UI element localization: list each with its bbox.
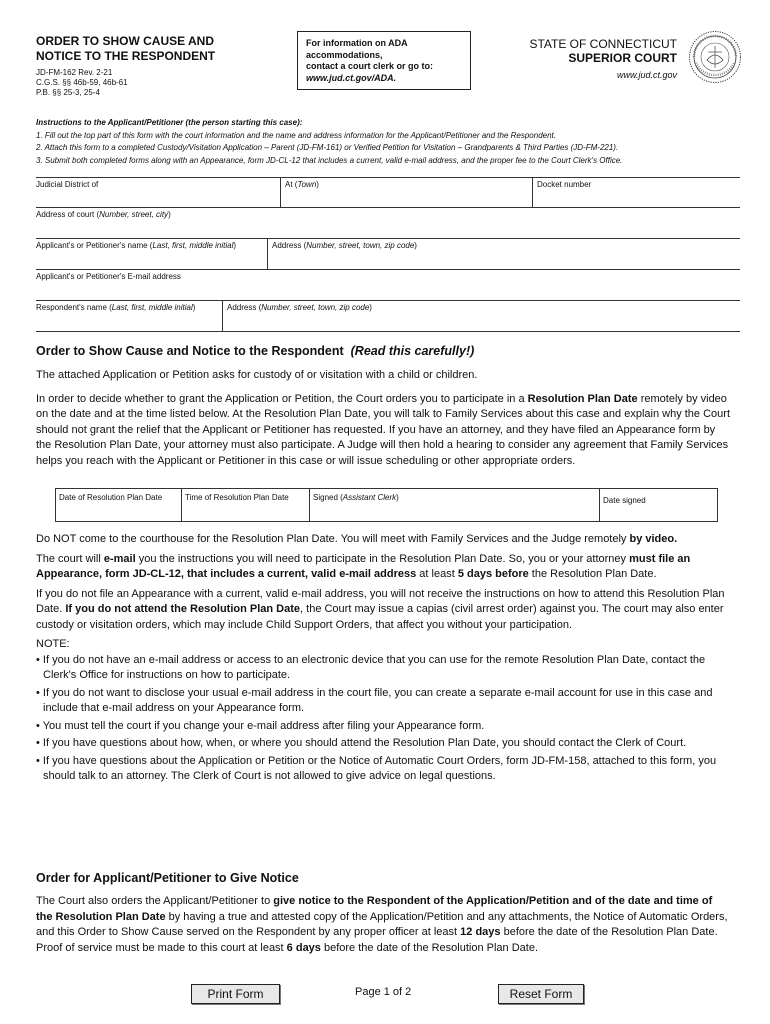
field-label: Respondent's name (Last, first, middle initial) (36, 303, 196, 312)
case-info-fields (36, 177, 740, 332)
form-title-line1: ORDER TO SHOW CAUSE AND (36, 34, 215, 48)
form-header (36, 34, 276, 98)
field-label: Date of Resolution Plan Date (59, 493, 163, 502)
order-paragraph: In order to decide whether to grant the Application or Petition, the Court orders you to participate in a Resolution Plan Date remotely by video on the date and at the time listed below. At the Resolution Plan Date, you will talk to Family Services about this case and explain why the Court should not grant the relief that the Applicant or Petitioner has requested. If you have an attorney, and they have filed an Appearance form by the Resolution Plan Date, your attorney must also participate. A Judge will then hold a hearing to consider any agreement that Family Services helps you reach with the Applicant or Petitioner in this case or will issue scheduling or other appropriate orders. (36, 392, 730, 467)
note-item: • If you do not have an e-mail address or access to an electronic device that you can use for the remote Resolution Plan Date, contact the Clerk's Office for instructions on how to participate. (36, 653, 706, 681)
order-details-text (36, 532, 730, 787)
field-row (36, 239, 740, 270)
order-paragraph: Do NOT come to the courthouse for the Resolution Plan Date. You will meet with Family Services and the Judge remotely by video. (36, 533, 678, 545)
state-name: STATE OF CONNECTICUT (529, 37, 677, 51)
ada-line: contact a court clerk or go to: (306, 61, 434, 71)
field-label: Address (Number, street, town, zip code) (272, 241, 417, 250)
page-number: Page 1 of 2 (355, 986, 412, 998)
applicant-address-field[interactable] (267, 239, 740, 269)
order-intro-text (36, 368, 730, 473)
order-paragraph: The court will e-mail you the instructions you will need to participate in the Resolution Plan Date. So, you or your attorney must file an Appearance, form JD-CL-12, that includes a current, valid e-mail address at least 5 days before the Resolution Plan Date. (36, 552, 691, 580)
applicant-email-field[interactable] (36, 270, 740, 300)
respondent-address-field[interactable] (222, 301, 740, 331)
respondent-name-field[interactable] (36, 301, 222, 331)
docket-number-field[interactable] (532, 178, 740, 207)
field-row (36, 270, 740, 301)
field-row (36, 208, 740, 239)
field-label: Date signed (603, 496, 646, 505)
date-signed-field[interactable] (599, 489, 717, 521)
field-row (36, 301, 740, 332)
note-item: • If you do not want to disclose your usual e-mail address in the court file, you can create a separate e-mail account for use in this case and include that e-mail address on your Appearance form. (36, 686, 713, 714)
ada-line: accommodations, (306, 49, 383, 60)
court-name: SUPERIOR COURT (568, 51, 677, 65)
statute-reference: C.G.S. §§ 46b-59, 46b-61 (36, 78, 128, 87)
court-address-field[interactable] (36, 208, 740, 238)
applicant-name-field[interactable] (36, 239, 267, 269)
field-row (36, 177, 740, 208)
order-paragraph: If you do not file an Appearance with a current, valid e-mail address, you will not receive the instructions on how to attend this Resolution Plan Date. If you do not attend the Resolution Plan Date, the Court may issue a capias (civil arrest order) against you. The court may also enter custody or visitation orders, which may include Child Support Orders, that affect you without your participation. (36, 587, 725, 631)
notice-section-title: Order for Applicant/Petitioner to Give Notice (36, 871, 299, 885)
clerk-signature-field[interactable] (309, 489, 599, 521)
court-header (529, 37, 677, 82)
read-carefully-note: (Read this carefully!) (350, 344, 475, 358)
note-item: • If you have questions about the Application or Petition or the Notice of Automatic Court Orders, form JD-FM-158, attached to this form, you should talk to an attorney. The Clerk of Court is not allowed to give advice on legal questions. (36, 754, 717, 782)
field-label: Address of court (Number, street, city) (36, 210, 171, 219)
field-label: Address (Number, street, town, zip code) (227, 303, 372, 312)
ada-line: For information on ADA (306, 38, 408, 48)
note-item: • You must tell the court if you change your e-mail address after filing your Appearance form. (36, 719, 485, 732)
resolution-time-field[interactable] (181, 489, 309, 521)
connecticut-judicial-seal-icon (688, 30, 742, 84)
reset-form-button[interactable]: Reset Form (498, 984, 584, 1004)
town-field[interactable] (280, 178, 532, 207)
field-label: Judicial District of (36, 180, 99, 189)
instruction-item: 3. Submit both completed forms along with an Appearance, form JD-CL-12 that includes a current, valid e-mail address, and the proper fee to the Court Clerk's Office. (36, 155, 623, 165)
judicial-district-field[interactable] (36, 178, 280, 207)
resolution-date-field[interactable] (56, 489, 181, 521)
order-section-title: Order to Show Cause and Notice to the Respondent (Read this carefully!) (36, 344, 475, 358)
instruction-item: 2. Attach this form to a completed Custody/Visitation Application – Parent (JD-FM-161) or Verified Petition for Visitation – Grandparents & Third Parties (JD-FM-221). (36, 143, 619, 152)
field-label: Applicant's or Petitioner's name (Last, first, middle initial) (36, 241, 237, 250)
instructions-block (36, 117, 736, 167)
field-label: Signed (Assistant Clerk) (313, 493, 399, 502)
print-form-button[interactable]: Print Form (191, 984, 280, 1004)
order-paragraph: The attached Application or Petition asks for custody of or visitation with a child or children. (36, 369, 478, 381)
field-label: Time of Resolution Plan Date (185, 493, 289, 502)
notice-paragraph: The Court also orders the Applicant/Petitioner to give notice to the Respondent of the Application/Petition and of the date and time of the Resolution Plan Date by having a true and attested copy of the Application/Petition and any attachments, the Notice of Automatic Orders, and this Order to Show Cause served on the Respondent by any proper officer at least 12 days before the date of the Resolution Plan Date. Proof of service must be made to this court at least 6 days before the date of the Resolution Plan Date. (36, 895, 728, 954)
form-id: JD-FM-162 Rev. 2-21 (36, 68, 113, 77)
instruction-item: 1. Fill out the top part of this form with the court information and the name and address information for the Applicant/Petitioner and the Respondent. (36, 130, 556, 140)
note-list (36, 653, 730, 785)
court-website[interactable]: www.jud.ct.gov (616, 70, 677, 80)
note-item: • If you have questions about how, when, or where you should attend the Resolution Plan Date, you should contact the Clerk of Court. (36, 737, 687, 749)
field-label: At (Town) (285, 180, 319, 189)
field-label: Applicant's or Petitioner's E-mail address (36, 272, 181, 281)
resolution-plan-date-table (55, 488, 718, 522)
ada-info-box (297, 31, 471, 90)
instructions-heading: Instructions to the Applicant/Petitioner (the person starting this case): (36, 118, 303, 127)
ada-link[interactable]: www.jud.ct.gov/ADA. (306, 72, 397, 83)
practice-book-reference: P.B. §§ 25-3, 25-4 (36, 88, 100, 97)
notice-text (36, 894, 730, 960)
field-label: Docket number (537, 180, 592, 189)
note-label: NOTE: (36, 638, 70, 650)
form-title-line2: NOTICE TO THE RESPONDENT (36, 49, 216, 63)
